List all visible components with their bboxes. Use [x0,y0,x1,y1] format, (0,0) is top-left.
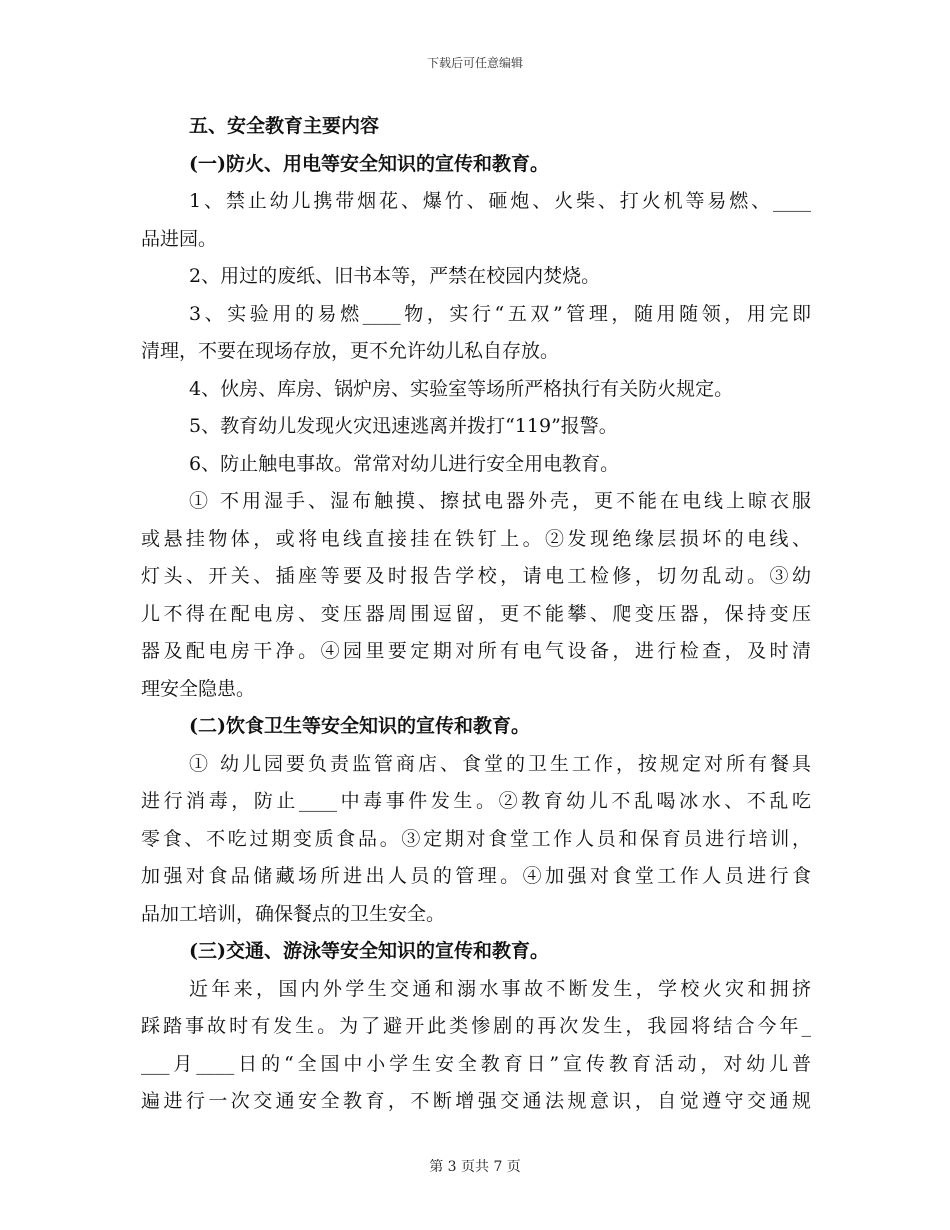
paragraph-line: 零食、不吃过期变质食品。③定期对食堂工作人员和保育员进行培训， [141,827,811,850]
paragraph-line: 5、教育幼儿发现火灾迅速逃离并拨打“119”报警。 [189,415,618,437]
paragraph-line: 理安全隐患。 [141,677,256,700]
subsection-heading: (一)防火、用电等安全知识的宣传和教育。 [189,152,549,175]
subsection-heading: (三)交通、游泳等安全知识的宣传和教育。 [189,940,549,962]
paragraph-line: 踩踏事故时有发生。为了避开此类惨剧的再次发生，我园将结合今年_ [141,1015,811,1037]
page-header: 下载后可任意编辑 [426,56,523,70]
paragraph-line: 近年来，国内外学生交通和溺水事故不断发生，学校火灾和拥挤 [189,977,811,1000]
paragraph-line: 或悬挂物体，或将电线直接挂在铁钉上。②发现绝缘层损坏的电线、 [141,527,811,550]
paragraph-line: 品加工培训，确保餐点的卫生安全。 [141,902,446,925]
paragraph-line: 加强对食品储藏场所进出人员的管理。④加强对食堂工作人员进行食 [141,865,811,887]
paragraph-line: 6、防止触电事故。常常对幼儿进行安全用电教育。 [189,452,620,475]
subsection-heading: (二)饮食卫生等安全知识的宣传和教育。 [189,715,530,737]
paragraph-line: 器及配电房干净。④园里要定期对所有电气设备，进行检查，及时清 [141,640,811,662]
paragraph-line: 1、禁止幼儿携带烟花、爆竹、砸炮、火柴、打火机等易燃、____ [189,190,811,212]
paragraph-line: 2、用过的废纸、旧书本等，严禁在校园内焚烧。 [189,265,601,287]
paragraph-line: ① 幼儿园要负责监管商店、食堂的卫生工作，按规定对所有餐具 [189,752,811,775]
section-heading: 五、安全教育主要内容 [189,115,380,137]
paragraph-line: 3、实验用的易燃____物，实行“五双”管理，随用随领，用完即 [189,302,811,325]
paragraph-line: ___月____日的“全国中小学生安全教育日”宣传教育活动，对幼儿普 [141,1052,811,1075]
paragraph-line: 灯头、开关、插座等要及时报告学校，请电工检修，切勿乱动。③幼 [141,565,811,587]
paragraph-line: 进行消毒，防止____中毒事件发生。②教育幼儿不乱喝冰水、不乱吃 [141,790,811,812]
document-body [141,108,811,1121]
paragraph-line: 儿不得在配电房、变压器周围逗留，更不能攀、爬变压器，保持变压 [141,602,811,625]
paragraph-line: 4、伙房、库房、锅炉房、实验室等场所严格执行有关防火规定。 [189,377,734,400]
paragraph-line: 遍进行一次交通安全教育，不断增强交通法规意识，自觉遵守交通规 [141,1090,811,1112]
paragraph-line: 清理，不要在现场存放，更不允许幼儿私自存放。 [141,340,560,362]
paragraph-line: 品进园。 [141,227,218,250]
page-footer: 第 3 页共 7 页 [429,1159,521,1175]
paragraph-line: ① 不用湿手、湿布触摸、擦拭电器外壳，更不能在电线上晾衣服 [189,490,811,512]
